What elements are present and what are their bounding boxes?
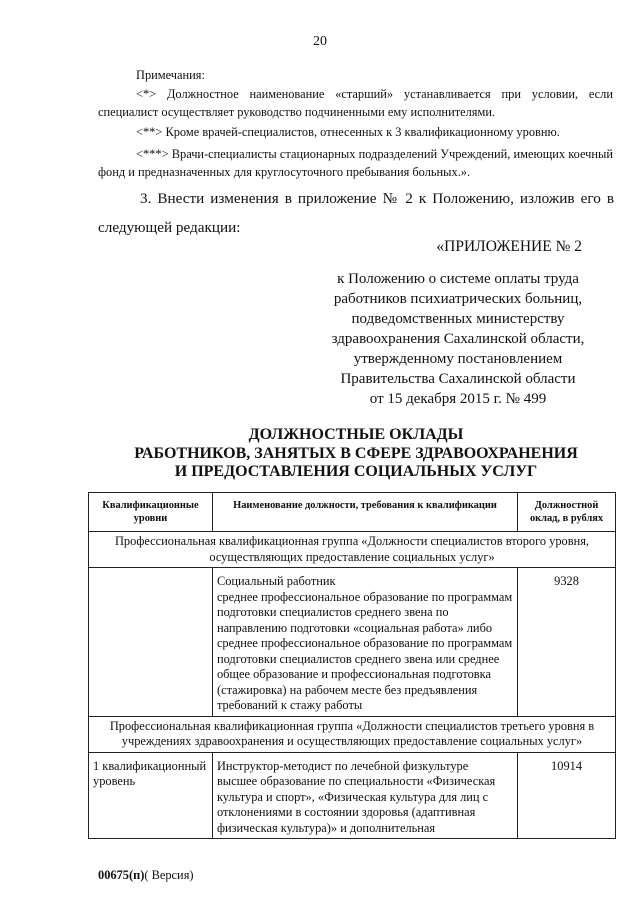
table-row — [89, 752, 616, 839]
main-title-line-2: РАБОТНИКОВ, ЗАНЯТЫХ В СФЕРЕ ЗДРАВООХРАНЕНИЯ — [134, 444, 578, 462]
footer — [98, 868, 194, 883]
row-2-requirements: высшее образование по специальности «Физическая культура и спорт», «Физическая культура для лиц с отклонениями в состоянии здоровья (адаптивная физическая культура)» и дополнительная — [216, 774, 496, 835]
note-3-text: <***> Врачи-специалисты стационарных подразделений Учреждений, имеющих коечный фонд и предназначенных для круглосуточного пребывания больных.». — [98, 147, 613, 179]
group-1-label: Профессиональная квалификационная группа «Должности специалистов второго уровня, осуществляющих предоставление социальных услуг» — [89, 532, 616, 568]
amendment-paragraph — [98, 184, 614, 242]
appendix-line-3: подведомственных министерству — [351, 311, 565, 327]
main-title-line-3: И ПРЕДОСТАВЛЕНИЯ СОЦИАЛЬНЫХ УСЛУГ — [174, 463, 538, 480]
table-row — [89, 568, 616, 717]
notes-title: Примечания: — [136, 68, 205, 82]
row-2-position-title: Инструктор-методист по лечебной физкультуре — [216, 758, 469, 773]
main-title-line-1: ДОЛЖНОСТНЫЕ ОКЛАДЫ — [248, 426, 464, 443]
appendix-title: «ПРИЛОЖЕНИЕ № 2 — [436, 238, 582, 255]
group-row-1 — [89, 532, 616, 568]
appendix-line-7: от 15 декабря 2015 г. № 499 — [369, 391, 547, 407]
appendix-line-2: работников психиатрических больниц, — [333, 291, 583, 307]
footer-version: ( Версия) — [144, 868, 194, 882]
note-1 — [98, 85, 613, 121]
amendment-paragraph-text: 3. Внести изменения в приложение № 2 к Положению, изложив его в следующей редакции: — [98, 190, 614, 236]
row-1-position-title: Социальный работник — [216, 574, 336, 588]
group-row-2 — [89, 716, 616, 752]
table-header-row — [89, 493, 616, 532]
row-1-salary: 9328 — [518, 568, 616, 717]
row-2-level: 1 квалификационный уровень — [89, 752, 213, 839]
note-2 — [98, 123, 613, 141]
group-2-label: Профессиональная квалификационная группа «Должности специалистов третьего уровня в учреждениях здравоохранения и осуществляющих предоставление социальных услуг» — [89, 716, 616, 752]
main-title — [98, 426, 614, 482]
page-number: 20 — [313, 34, 327, 49]
appendix-line-1: к Положению о системе оплаты труда — [337, 271, 579, 287]
salary-table — [88, 492, 616, 839]
row-1-position — [212, 568, 517, 717]
row-2-position — [212, 752, 517, 839]
appendix-line-5: утвержденному постановлением — [353, 351, 563, 367]
footer-code: 00675(п) — [98, 868, 145, 882]
appendix-line-4: здравоохранения Сахалинской области, — [331, 331, 585, 347]
row-2-salary: 10914 — [518, 752, 616, 839]
header-level: Квалификационные уровни — [89, 493, 213, 532]
note-3 — [98, 145, 613, 181]
header-position: Наименование должности, требования к квалификации — [212, 493, 517, 532]
note-1-text: <*> Должностное наименование «старший» устанавливается при условии, если специалист осуществляет руководство подчиненными ему исполнителями. — [98, 87, 613, 119]
row-1-level — [89, 568, 213, 717]
note-2-text: <**> Кроме врачей-специалистов, отнесенных к 3 квалификационному уровню. — [136, 125, 560, 139]
row-1-requirements: среднее профессиональное образование по программам подготовки специалистов среднего звена по направлению подготовки «социальная работа» либо среднее профессиональное образование по программам подготовки специалистов среднего звена или среднее общее образование и профессиональная подготовка (стажировка) на рабочем месте без предъявления требований к стажу работы — [216, 589, 513, 712]
header-salary: Должностной оклад, в рублях — [518, 493, 616, 532]
appendix-header — [300, 237, 616, 409]
appendix-line-6: Правительства Сахалинской области — [340, 371, 576, 387]
